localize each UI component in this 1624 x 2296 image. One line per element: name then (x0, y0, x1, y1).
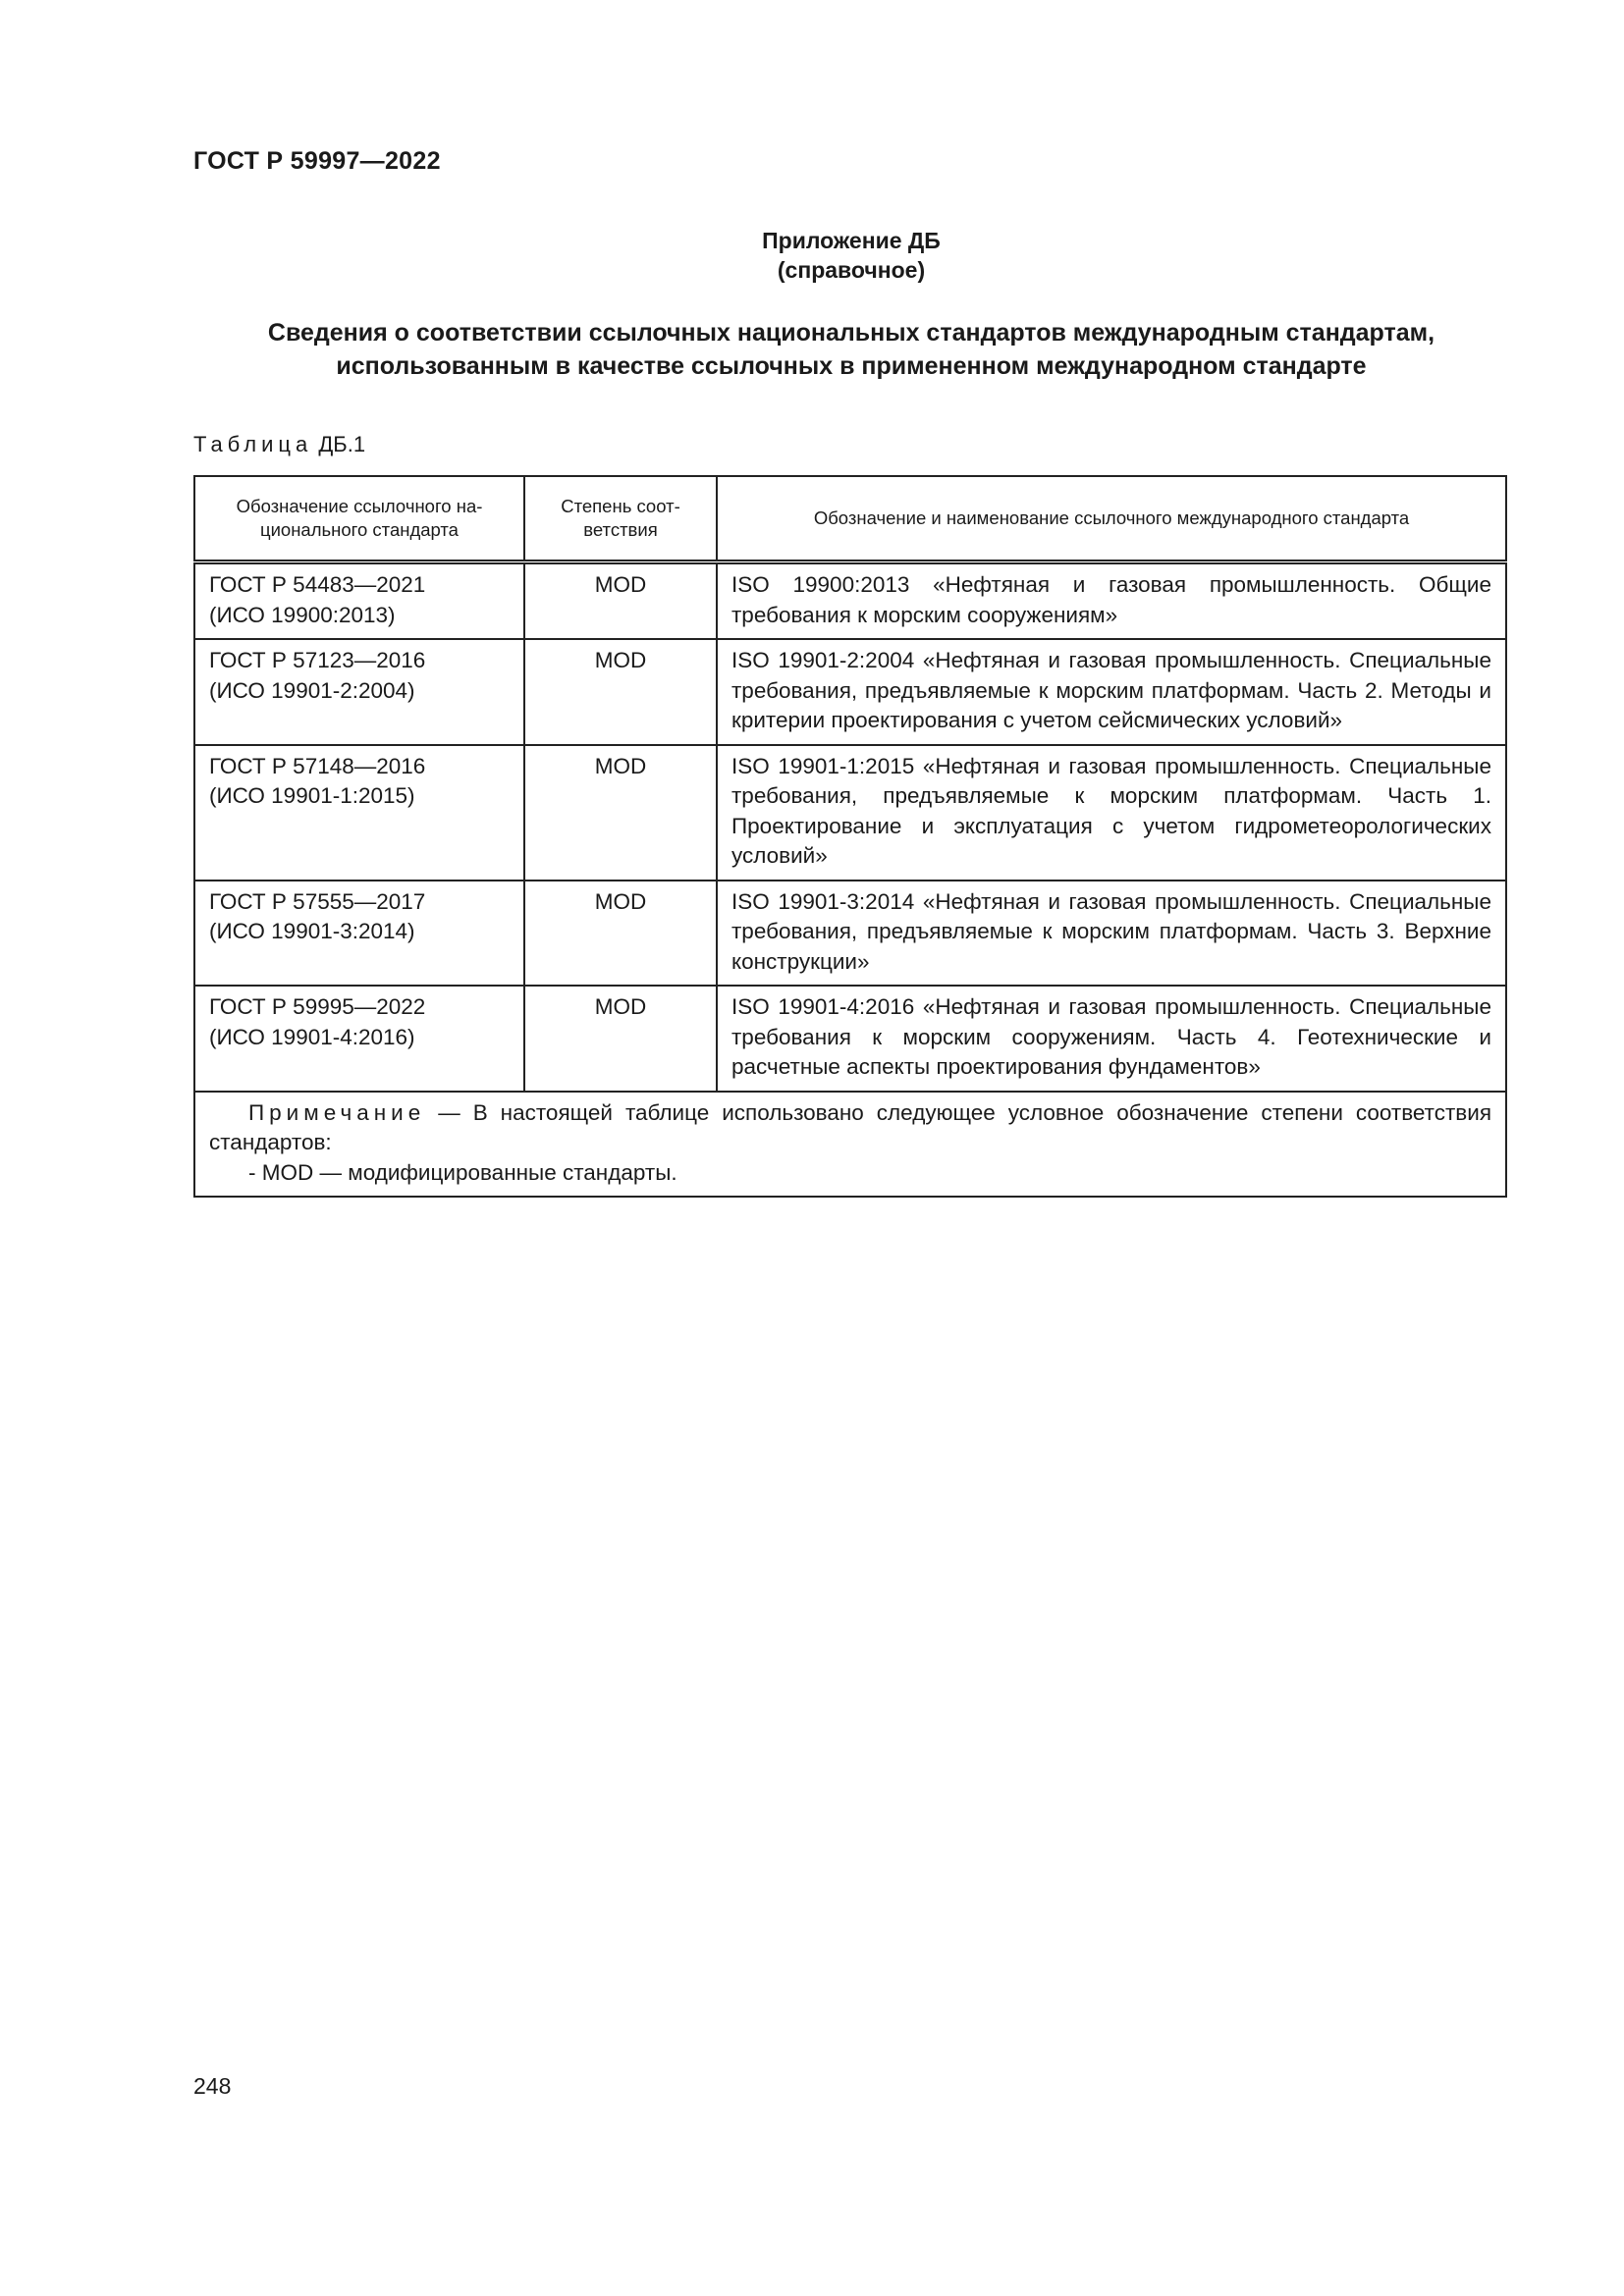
document-code: ГОСТ Р 59997—2022 (193, 147, 441, 175)
cell-degree: MOD (524, 881, 717, 987)
note-text: — В настоящей таблице использовано следующее условное обозначение степени соответствия стандартов: (209, 1099, 1491, 1154)
table-row (194, 986, 1506, 1092)
header-degree: Степень соот- ветствия (524, 476, 717, 562)
appendix-title (0, 316, 1624, 383)
cell-international-standard: ISO 19900:2013 «Нефтяная и газовая промышленность. Общие требования к морским сооружениям» (717, 562, 1506, 640)
table-row (194, 639, 1506, 745)
cell-national-standard: ГОСТ Р 57555—2017 (ИСО 19901-3:2014) (194, 881, 524, 987)
header-international-standard: Обозначение и наименование ссылочного международного стандарта (717, 476, 1506, 562)
table-row (194, 881, 1506, 987)
appendix-kind: (справочное) (777, 257, 926, 283)
cell-degree: MOD (524, 562, 717, 640)
table-row (194, 562, 1506, 640)
standards-correspondence-table (193, 475, 1507, 1198)
cell-national-standard: ГОСТ Р 54483—2021 (ИСО 19900:2013) (194, 562, 524, 640)
cell-international-standard: ISO 19901-1:2015 «Нефтяная и газовая промышленность. Специальные требования, предъявляемые к морским платформам. Часть 1. Проектирование и эксплуатация с учетом гидрометеорологических условий» (717, 745, 1506, 881)
cell-degree: MOD (524, 639, 717, 745)
cell-national-standard: ГОСТ Р 57123—2016 (ИСО 19901-2:2004) (194, 639, 524, 745)
cell-degree: MOD (524, 745, 717, 881)
cell-national-standard: ГОСТ Р 57148—2016 (ИСО 19901-1:2015) (194, 745, 524, 881)
table-caption (193, 432, 365, 457)
note-label: Примечание (248, 1099, 426, 1125)
table-row (194, 745, 1506, 881)
note-item: - MOD — модифицированные стандарты. (248, 1159, 677, 1185)
cell-international-standard: ISO 19901-2:2004 «Нефтяная и газовая промышленность. Специальные требования, предъявляемые к морским платформам. Часть 2. Методы и критерии проектирования с учетом сейсмических условий» (717, 639, 1506, 745)
cell-degree: MOD (524, 986, 717, 1092)
table-note (194, 1092, 1506, 1198)
appendix-heading (0, 226, 1624, 285)
appendix-title-line-1: Сведения о соответствии ссылочных национальных стандартов международным стандартам, (267, 319, 1435, 347)
cell-international-standard: ISO 19901-3:2014 «Нефтяная и газовая промышленность. Специальные требования, предъявляемые к морским платформам. Часть 3. Верхние конструкции» (717, 881, 1506, 987)
table-header-row (194, 476, 1506, 562)
header-national-standard: Обозначение ссылочного на- ционального стандарта (194, 476, 524, 562)
appendix-label: Приложение ДБ (762, 228, 941, 253)
table-caption-number: ДБ.1 (318, 432, 366, 456)
appendix-title-line-2: использованным в качестве ссылочных в примененном международном стандарте (336, 352, 1367, 380)
cell-national-standard: ГОСТ Р 59995—2022 (ИСО 19901-4:2016) (194, 986, 524, 1092)
table-note-row (194, 1092, 1506, 1198)
table-caption-word: Таблица (193, 432, 313, 456)
page-number: 248 (193, 2073, 232, 2099)
cell-international-standard: ISO 19901-4:2016 «Нефтяная и газовая промышленность. Специальные требования к морским сооружениям. Часть 4. Геотехнические и расчетные аспекты проектирования фундаментов» (717, 986, 1506, 1092)
